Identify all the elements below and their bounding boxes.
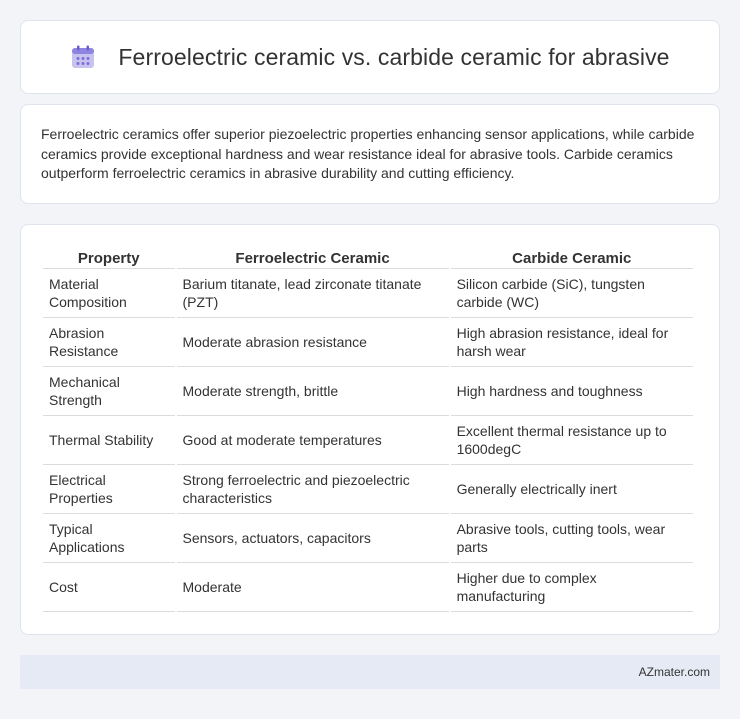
carbide-cell: High hardness and toughness	[451, 367, 693, 416]
ferroelectric-cell: Barium titanate, lead zirconate titanate (PZT)	[177, 269, 449, 318]
property-cell: Cost	[43, 563, 175, 612]
carbide-cell: Abrasive tools, cutting tools, wear parts	[451, 514, 693, 563]
property-cell: Thermal Stability	[43, 416, 175, 465]
calendar-icon	[70, 44, 96, 70]
ferroelectric-cell: Moderate strength, brittle	[177, 367, 449, 416]
table-row	[43, 563, 693, 612]
header-ferroelectric: Ferroelectric Ceramic	[177, 245, 449, 269]
table-row	[43, 269, 693, 318]
table-row	[43, 318, 693, 367]
carbide-cell: Excellent thermal resistance up to 1600degC	[451, 416, 693, 465]
carbide-cell: Higher due to complex manufacturing	[451, 563, 693, 612]
property-cell: Electrical Properties	[43, 465, 175, 514]
page-title: Ferroelectric ceramic vs. carbide ceramic for abrasive	[118, 43, 670, 70]
ferroelectric-cell: Strong ferroelectric and piezoelectric characteristics	[177, 465, 449, 514]
table-header-row	[43, 245, 693, 269]
carbide-cell: Generally electrically inert	[451, 465, 693, 514]
table-row	[43, 514, 693, 563]
property-cell: Mechanical Strength	[43, 367, 175, 416]
ferroelectric-cell: Good at moderate temperatures	[177, 416, 449, 465]
ferroelectric-cell: Moderate abrasion resistance	[177, 318, 449, 367]
carbide-cell: High abrasion resistance, ideal for harsh wear	[451, 318, 693, 367]
table-row	[43, 416, 693, 465]
comparison-table-card	[20, 224, 720, 635]
table-row	[43, 465, 693, 514]
footer-brand: AZmater.com	[638, 665, 710, 679]
ferroelectric-cell: Moderate	[177, 563, 449, 612]
property-cell: Material Composition	[43, 269, 175, 318]
footer-bar	[20, 655, 720, 689]
comparison-table	[41, 245, 695, 612]
title-card	[20, 20, 720, 94]
property-cell: Typical Applications	[43, 514, 175, 563]
carbide-cell: Silicon carbide (SiC), tungsten carbide (WC)	[451, 269, 693, 318]
summary-card	[20, 104, 720, 204]
table-row	[43, 367, 693, 416]
property-cell: Abrasion Resistance	[43, 318, 175, 367]
summary-text: Ferroelectric ceramics offer superior piezoelectric properties enhancing sensor applications, while carbide ceramics provide exceptional hardness and wear resistance ideal for abrasive tools. Carbide ceramics outperform ferroelectric ceramics in abrasive durability and cutting efficiency.	[41, 126, 695, 181]
header-carbide: Carbide Ceramic	[451, 245, 693, 269]
header-property: Property	[43, 245, 175, 269]
ferroelectric-cell: Sensors, actuators, capacitors	[177, 514, 449, 563]
